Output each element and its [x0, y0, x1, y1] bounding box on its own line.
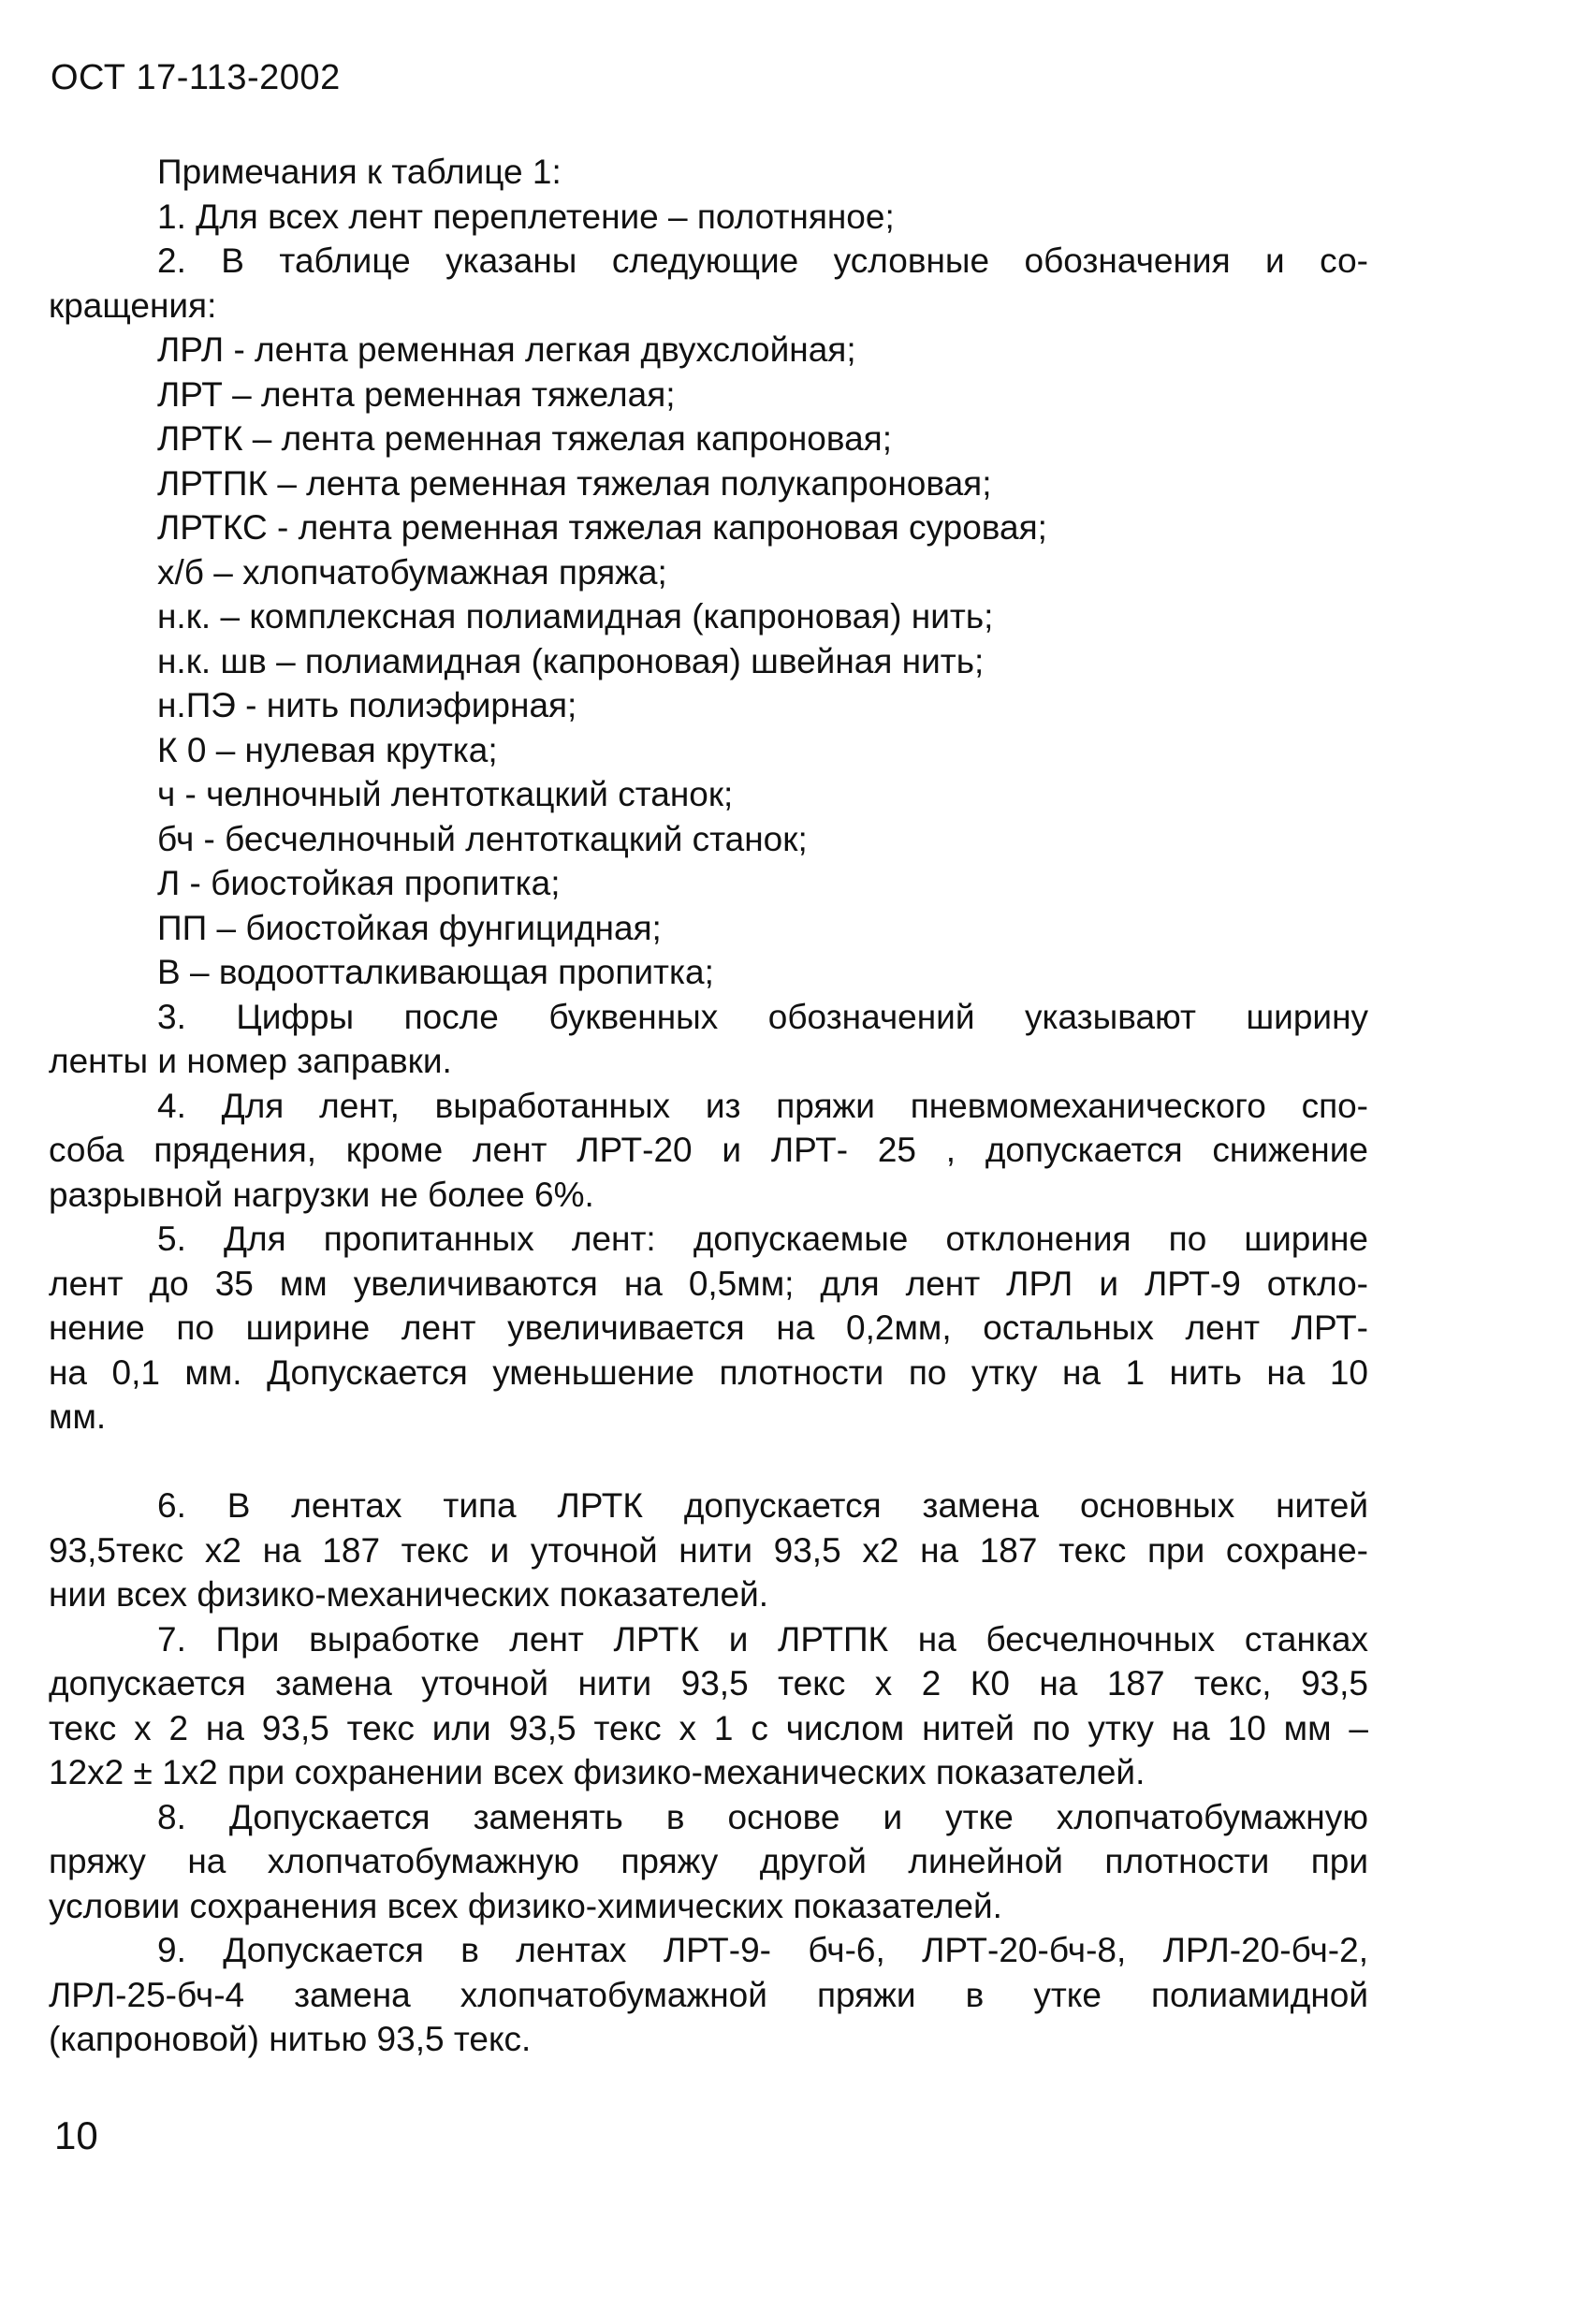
note-7-line: 12х2 ± 1х2 при сохранении всех физико-механических показателей.	[49, 1753, 1146, 1791]
note-6-line: 93,5текс х2 на 187 текс и уточной нити 93,5 х2 на 187 текс при сохране-	[49, 1530, 1368, 1570]
note-4-line: соба прядения, кроме лент ЛРТ-20 и ЛРТ- 25 , допускается снижение	[49, 1131, 1368, 1169]
abbreviation-item: бч - бесчелночный лентоткацкий станок;	[157, 819, 808, 858]
note-4-line: 4. Для лент, выработанных из пряжи пневмомеханического спо-	[157, 1086, 1368, 1125]
note-3-line: 3. Цифры после буквенных обозначений указывают ширину	[157, 997, 1368, 1036]
note-5-line: нение по ширине лент увеличивается на 0,2мм, остальных лент ЛРТ-	[49, 1308, 1368, 1347]
abbreviation-item: н.ПЭ - нить полиэфирная;	[157, 686, 577, 724]
abbreviation-item: К 0 – нулевая крутка;	[157, 730, 498, 769]
paragraph-gap	[49, 1440, 1368, 1484]
note-4-line: разрывной нагрузки не более 6%.	[49, 1175, 594, 1214]
note-9-line: (капроновой) нитью 93,5 текс.	[49, 2020, 532, 2058]
abbreviation-item: ЛРТК – лента ременная тяжелая капроновая;	[157, 419, 892, 458]
abbreviation-item: х/б – хлопчатобумажная пряжа;	[157, 552, 667, 592]
abbreviation-item: ЛРТКС - лента ременная тяжелая капроновая суровая;	[157, 508, 1047, 547]
note-2-line-1: 2. В таблице указаны следующие условные обозначения и со-	[157, 241, 1368, 280]
note-9-line: ЛРЛ-25-бч-4 замена хлопчатобумажной пряжи в утке полиамидной	[49, 1975, 1368, 2014]
note-5-line: на 0,1 мм. Допускается уменьшение плотности по утку на 1 нить на 10	[49, 1352, 1368, 1392]
notes-section	[49, 150, 1368, 2062]
note-6-line: нии всех физико-механических показателей.	[49, 1575, 769, 1614]
note-7-line: допускается замена уточной нити 93,5 текс х 2 К0 на 187 текс, 93,5	[49, 1664, 1368, 1703]
note-2-line-2: кращения:	[49, 285, 217, 325]
page-number: 10	[54, 2113, 98, 2157]
abbreviation-item: н.к. – комплексная полиамидная (капроновая) нить;	[157, 597, 994, 636]
note-3-line: ленты и номер заправки.	[49, 1042, 452, 1080]
abbreviation-item: Л - биостойкая пропитка;	[157, 864, 561, 902]
note-7-line: текс х 2 на 93,5 текс или 93,5 текс х 1 с числом нитей по утку на 10 мм –	[49, 1708, 1368, 1747]
notes-title: Примечания к таблице 1:	[157, 153, 562, 191]
abbreviation-item: ЛРТ – лента ременная тяжелая;	[157, 374, 676, 414]
note-7-line: 7. При выработке лент ЛРТК и ЛРТПК на бесчелночных станках	[157, 1619, 1368, 1659]
abbreviation-item: н.к. шв – полиамидная (капроновая) швейная нить;	[157, 641, 985, 680]
abbreviation-item: ЛРТПК – лента ременная тяжелая полукапроновая;	[157, 463, 992, 503]
note-9-line: 9. Допускается в лентах ЛРТ-9- бч-6, ЛРТ-20-бч-8, ЛРЛ-20-бч-2,	[157, 1931, 1368, 1969]
note-1: 1. Для всех лент переплетение – полотняное;	[157, 197, 895, 236]
note-5-line: 5. Для пропитанных лент: допускаемые отклонения по ширине	[157, 1220, 1368, 1258]
note-8-line: условии сохранения всех физико-химических показателей.	[49, 1886, 1002, 1925]
abbreviation-item: В – водоотталкивающая пропитка;	[157, 953, 714, 991]
note-6-line: 6. В лентах типа ЛРТК допускается замена основных нитей	[157, 1486, 1368, 1525]
note-8-line: пряжу на хлопчатобумажную пряжу другой линейной плотности при	[49, 1842, 1368, 1880]
abbreviation-item: ПП – биостойкая фунгицидная;	[157, 908, 662, 947]
note-5-line: мм.	[49, 1397, 107, 1436]
abbreviation-item: ч - челночный лентоткацкий станок;	[157, 775, 734, 813]
note-8-line: 8. Допускается заменять в основе и утке хлопчатобумажную	[157, 1797, 1368, 1836]
document-code: ОСТ 17-113-2002	[51, 58, 341, 97]
abbreviation-item: ЛРЛ - лента ременная легкая двухслойная;	[157, 330, 856, 369]
note-5-line: лент до 35 мм увеличиваются на 0,5мм; для лент ЛРЛ и ЛРТ-9 откло-	[49, 1264, 1368, 1303]
